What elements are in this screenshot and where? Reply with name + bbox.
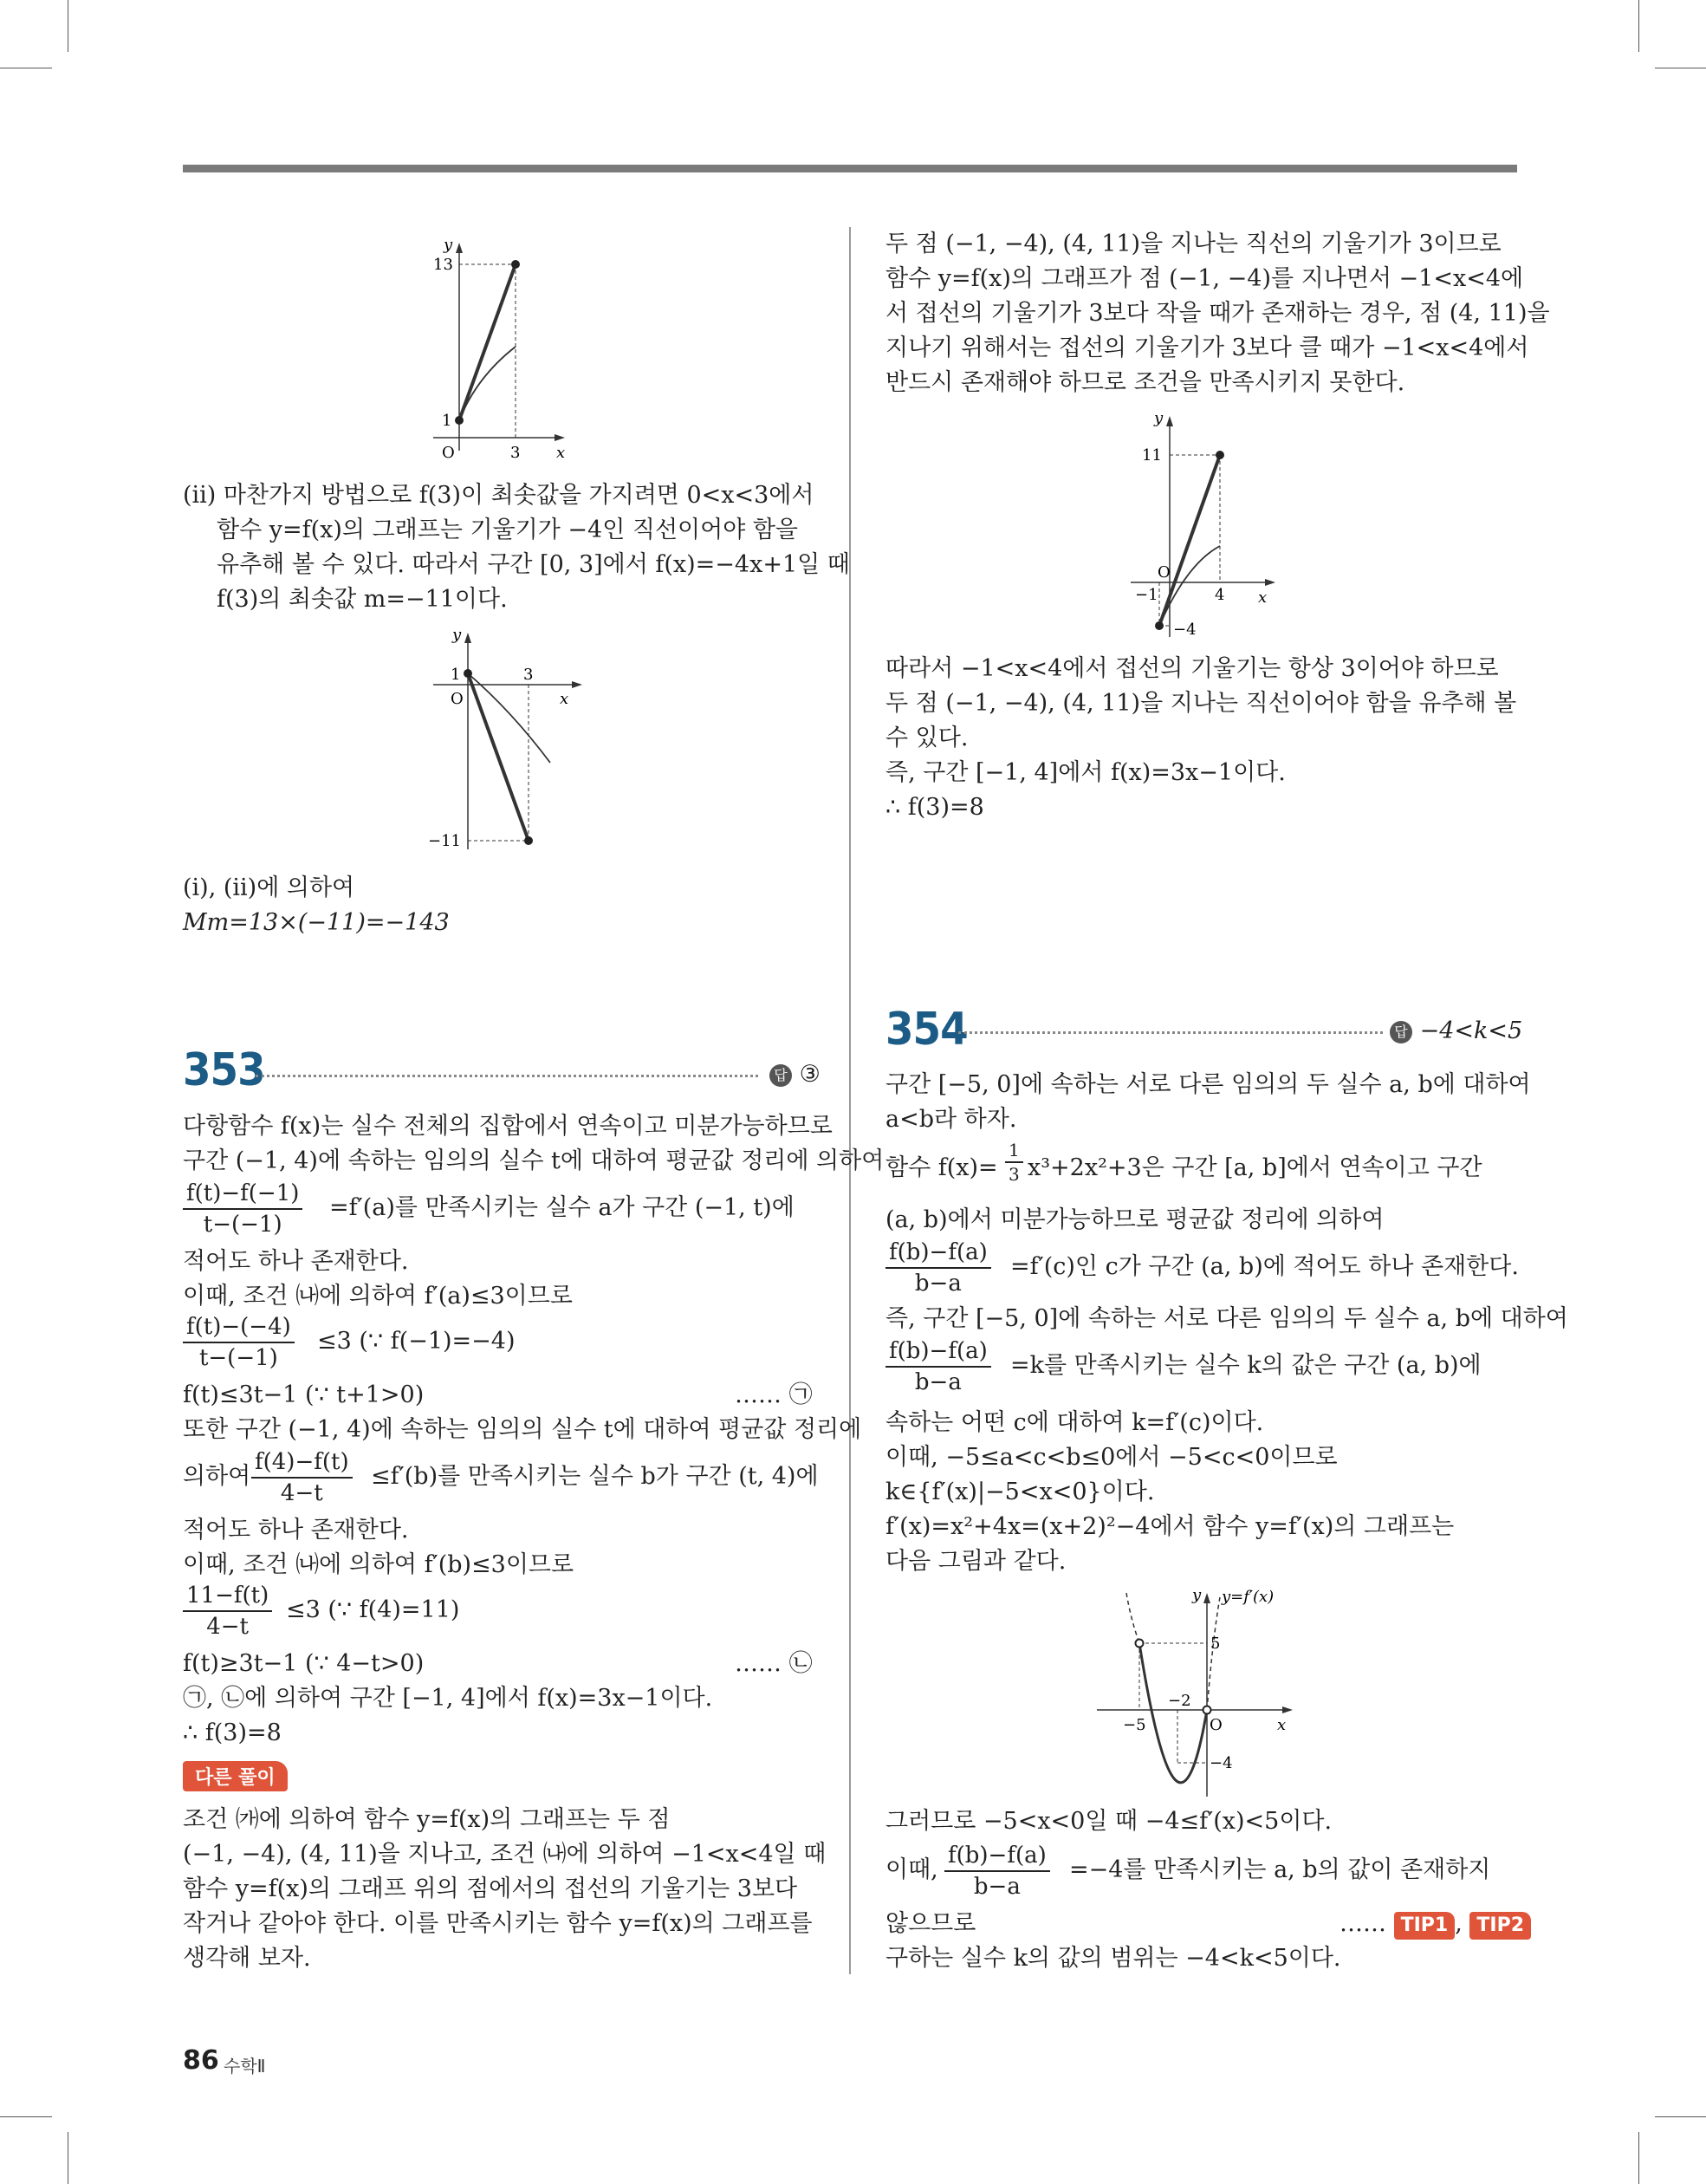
crop-mark [1655, 2116, 1706, 2117]
graph-tick: 4 [1215, 586, 1225, 604]
text-line: =f′(a)를 만족시키는 실수 a가 구간 (−1, t)에 [329, 1194, 795, 1221]
graph-tick: −2 [1168, 1692, 1191, 1710]
crop-mark [1638, 2132, 1639, 2184]
fraction-numerator: f(4)−f(t) [251, 1447, 353, 1479]
answer-mark-icon: 답 [769, 1064, 792, 1087]
text-line: 따라서 −1<x<4에서 접선의 기울기는 항상 3이어야 하므로 [885, 655, 1499, 682]
fraction-denominator: b−a [973, 1874, 1021, 1900]
text-line: 생각해 보자. [183, 1945, 311, 1972]
fraction-numerator: f(b)−f(a) [885, 1238, 991, 1269]
text-line: 두 점 (−1, −4), (4, 11)을 지나는 직선의 기울기가 3이므로 [885, 231, 1502, 257]
graph-tick: 5 [1210, 1635, 1221, 1653]
text-line: 적어도 하나 존재한다. [183, 1517, 409, 1544]
graph-tick: 11 [1142, 446, 1162, 465]
text-line: (a, b)에서 미분가능하므로 평균값 정리에 의하여 [885, 1206, 1385, 1233]
fraction-numerator: f(t)−(−4) [183, 1312, 295, 1343]
leader-dots [256, 1075, 758, 1077]
text-line: x³+2x²+3은 구간 [a, b]에서 연속이고 구간 [1028, 1154, 1482, 1181]
graph-tick: 1 [451, 666, 461, 684]
fraction-denominator: t−(−1) [203, 1212, 282, 1238]
fraction [1005, 1139, 1023, 1186]
crop-mark [1638, 0, 1639, 52]
graph-origin: O [451, 690, 464, 708]
text-line: a<b라 하자. [885, 1106, 1017, 1133]
answer-value: ③ [799, 1061, 821, 1088]
graph-tick: −4 [1173, 621, 1197, 639]
fraction [183, 1179, 302, 1239]
graph-curve-label: y=f′(x) [1222, 1588, 1275, 1606]
fraction [183, 1581, 272, 1641]
text-line: 구하는 실수 k의 값의 범위는 −4<k<5이다. [885, 1945, 1341, 1972]
graph-x-label: x [560, 690, 569, 708]
fraction-denominator: b−a [914, 1271, 962, 1297]
text-line: 함수 y=f(x)의 그래프 위의 점에서의 접선의 기울기는 3보다 [183, 1875, 798, 1902]
graph-tick: −11 [428, 832, 461, 850]
text-line: 그러므로 −5<x<0일 때 −4≤f′(x)<5이다. [885, 1808, 1333, 1835]
graph-tick: −5 [1123, 1716, 1146, 1734]
text-line: 이때, −5≤a<c<b≤0에서 −5<c<0이므로 [885, 1444, 1338, 1471]
text-line: 서 접선의 기울기가 3보다 작을 때가 존재하는 경우, 점 (4, 11)을 [885, 300, 1550, 327]
text-line: (ⅰ), (ⅱ)에 의하여 [183, 874, 355, 901]
graph-derivative [1092, 1584, 1300, 1801]
answer-mark-icon: 답 [1390, 1021, 1412, 1043]
answer-353 [769, 1057, 821, 1092]
fraction-numerator: f(b)−f(a) [885, 1336, 991, 1368]
fraction [944, 1841, 1050, 1901]
text-line: 속하는 어떤 c에 대하여 k=f′(c)이다. [885, 1409, 1264, 1436]
text-line: 이때, 조건 ㈏에 의하여 f′(a)≤3이므로 [183, 1283, 573, 1310]
fraction-denominator: 4−t [206, 1614, 249, 1640]
graph-case1 [416, 234, 572, 468]
text-line: f′(x)=x²+4x=(x+2)²−4에서 함수 y=f′(x)의 그래프는 [885, 1513, 1455, 1540]
text-line: =k를 만족시키는 실수 k의 값은 구간 (a, b)에 [1010, 1352, 1482, 1379]
leader-dots-text: …… [1340, 1910, 1386, 1937]
tip2-badge[interactable]: TIP2 [1469, 1912, 1531, 1940]
subject-label: 수학Ⅱ [224, 2056, 266, 2077]
problem-number-353: 353 [183, 1044, 265, 1096]
answer-354 [1390, 1014, 1522, 1049]
text-line: 작거나 같아야 한다. 이를 만족시키는 함수 y=f(x)의 그래프를 [183, 1910, 813, 1937]
graph-x-label: x [1277, 1716, 1287, 1734]
graph-origin: O [442, 444, 455, 462]
text-line: 의하여 [183, 1463, 251, 1490]
text-line: ≤3 (∵ f(−1)=−4) [317, 1328, 516, 1355]
graph-origin: O [1158, 563, 1171, 582]
graph-tick: −4 [1210, 1754, 1233, 1772]
graph-x-label: x [1258, 588, 1268, 607]
graph-tick: 3 [510, 444, 521, 462]
graph-case2 [416, 624, 589, 858]
fraction-numerator: f(b)−f(a) [944, 1841, 1050, 1872]
graph-tick: 3 [523, 666, 534, 684]
text-line: f(t)≤3t−1 (∵ t+1>0) [183, 1381, 425, 1408]
answer-value: −4<k<5 [1419, 1017, 1523, 1044]
graph-tick: −1 [1135, 586, 1158, 604]
text-line: 적어도 하나 존재한다. [183, 1248, 409, 1275]
graph-alt [1118, 407, 1282, 641]
text-line: 구간 [−5, 0]에 속하는 서로 다른 임의의 두 실수 a, b에 대하여 [885, 1071, 1531, 1098]
text-line: ≤f′(b)를 만족시키는 실수 b가 구간 (t, 4)에 [371, 1463, 819, 1490]
text-line: 다음 그림과 같다. [885, 1548, 1067, 1575]
text-line: 수 있다. [885, 725, 969, 751]
tip-separator: , [1455, 1910, 1463, 1937]
fraction-denominator: 3 [1009, 1164, 1020, 1185]
text-line: =−4를 만족시키는 a, b의 값이 존재하지 [1069, 1856, 1491, 1883]
text-line: Mm=13×(−11)=−143 [183, 909, 450, 936]
text-line: ㉠, ㉡에 의하여 구간 [−1, 4]에서 f(x)=3x−1이다. [183, 1685, 713, 1712]
problem-number-354: 354 [885, 1004, 968, 1056]
fraction-denominator: t−(−1) [198, 1345, 278, 1371]
fraction-numerator: 1 [1005, 1139, 1023, 1163]
graph-origin: O [1210, 1716, 1223, 1734]
tip-reference [1340, 1907, 1531, 1941]
fraction [885, 1238, 991, 1298]
text-line: 즉, 구간 [−5, 0]에 속하는 서로 다른 임의의 두 실수 a, b에 대하여 [885, 1305, 1568, 1332]
text-line: 않으므로 [885, 1910, 976, 1937]
alt-solution-tag: 다른 풀이 [183, 1761, 288, 1791]
equation-marker: …… ㉠ [735, 1381, 813, 1408]
text-line: 이때, 조건 ㈏에 의하여 f′(b)≤3이므로 [183, 1551, 574, 1578]
graph-x-label: x [556, 444, 566, 462]
text-line: ∴ f(3)=8 [183, 1719, 282, 1746]
text-line: (−1, −4), (4, 11)을 지나고, 조건 ㈏에 의하여 −1<x<4일 때 [183, 1841, 827, 1868]
fraction [885, 1336, 991, 1397]
crop-mark [0, 2116, 52, 2117]
text-line: 두 점 (−1, −4), (4, 11)을 지나는 직선이어야 함을 유추해 볼 [885, 690, 1517, 717]
text-line: 반드시 존재해야 하므로 조건을 만족시키지 못한다. [885, 369, 1405, 396]
graph-y-label: y [452, 626, 462, 644]
fraction-numerator: 11−f(t) [183, 1581, 272, 1612]
leader-dots [958, 1031, 1383, 1034]
page-number: 86 [183, 2045, 219, 2076]
graph-tick: 13 [433, 256, 453, 274]
text-line: 다항함수 f(x)는 실수 전체의 집합에서 연속이고 미분가능하므로 [183, 1113, 833, 1140]
fraction [251, 1447, 353, 1508]
text-line: 유추해 볼 수 있다. 따라서 구간 [0, 3]에서 f(x)=−4x+1일 때 [217, 551, 850, 578]
text-line: 또한 구간 (−1, 4)에 속하는 임의의 실수 t에 대하여 평균값 정리에 [183, 1416, 862, 1443]
text-line: f(3)의 최솟값 m=−11이다. [217, 586, 508, 613]
text-line: 이때, [885, 1856, 938, 1883]
column-divider [849, 227, 851, 1974]
text-line: ≤3 (∵ f(4)=11) [286, 1596, 460, 1623]
fraction [183, 1312, 295, 1373]
text-line: 함수 f(x)= [885, 1154, 998, 1181]
text-line: 함수 y=f(x)의 그래프는 기울기가 −4인 직선이어야 함을 [217, 517, 799, 543]
text-line: 즉, 구간 [−1, 4]에서 f(x)=3x−1이다. [885, 759, 1286, 786]
text-line: 구간 (−1, 4)에 속하는 임의의 실수 t에 대하여 평균값 정리에 의하여 [183, 1147, 885, 1174]
header-rule [183, 165, 1517, 172]
text-line: (ⅱ) 마찬가지 방법으로 f(3)이 최솟값을 가지려면 0<x<3에서 [183, 482, 814, 509]
fraction-numerator: f(t)−f(−1) [183, 1179, 302, 1210]
tip1-badge[interactable]: TIP1 [1394, 1912, 1456, 1940]
graph-y-label: y [1192, 1586, 1202, 1604]
equation-marker: …… ㉡ [735, 1650, 813, 1677]
fraction-denominator: 4−t [280, 1480, 323, 1506]
graph-y-label: y [1154, 409, 1164, 427]
text-line: k∈{f′(x)|−5<x<0}이다. [885, 1479, 1155, 1505]
graph-y-label: y [444, 236, 453, 254]
fraction-denominator: b−a [914, 1369, 962, 1395]
text-line: =f′(c)인 c가 구간 (a, b)에 적어도 하나 존재한다. [1010, 1253, 1519, 1280]
text-line: 지나기 위해서는 접선의 기울기가 3보다 클 때가 −1<x<4에서 [885, 335, 1529, 361]
text-line: f(t)≥3t−1 (∵ 4−t>0) [183, 1650, 425, 1677]
text-line: 함수 y=f(x)의 그래프가 점 (−1, −4)를 지나면서 −1<x<4에 [885, 265, 1524, 292]
graph-tick: 1 [442, 412, 452, 430]
text-line: ∴ f(3)=8 [885, 794, 984, 821]
text-line: 조건 ㈎에 의하여 함수 y=f(x)의 그래프는 두 점 [183, 1806, 671, 1833]
